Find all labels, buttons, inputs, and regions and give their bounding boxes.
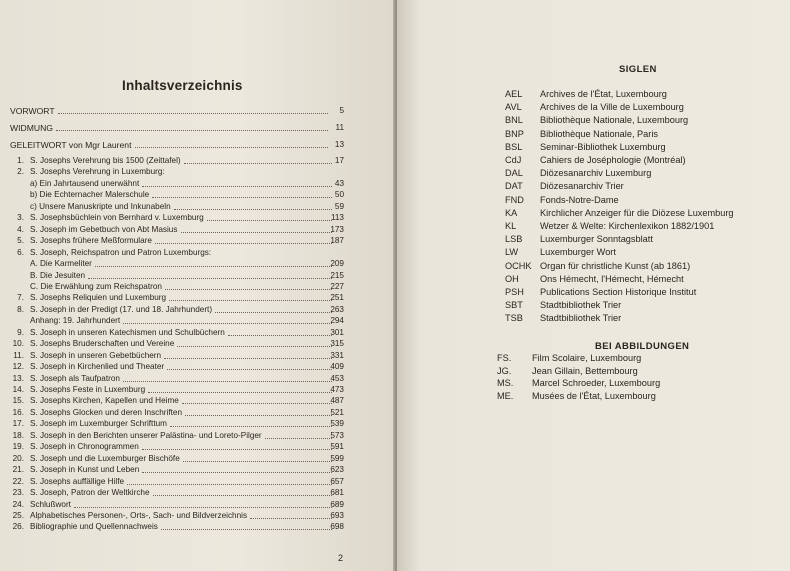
abbreviation-meaning: Ons Hémecht, l'Hémecht, Hémecht — [540, 273, 684, 284]
abbreviation: OCHK — [505, 260, 532, 271]
entry-page: 689 — [330, 499, 344, 509]
entry-number: 2. — [17, 167, 24, 177]
entry-page: 573 — [330, 430, 344, 440]
abbreviation: FND — [505, 194, 524, 205]
abbreviation-meaning: Archives de l'État, Luxembourg — [540, 89, 667, 99]
entry-page: 59 — [334, 201, 344, 211]
entry-text: A. Die Karmeliter — [30, 259, 92, 269]
dot-leader — [58, 106, 328, 114]
entry-text: S. Joseph und die Luxemburger Bischöfe — [30, 453, 180, 463]
entry-number: 13. — [12, 373, 24, 383]
abbreviation-meaning: Diözesanarchiv Luxemburg — [540, 168, 652, 179]
entry-number: 17. — [12, 419, 24, 429]
entry-page: 623 — [330, 465, 344, 475]
abbreviation-meaning: Archives de la Ville de Luxembourg — [540, 102, 684, 113]
dot-leader — [164, 351, 332, 359]
entry-page: 681 — [330, 488, 344, 498]
entry-number: 22. — [12, 476, 24, 486]
entry-number: 12. — [12, 362, 24, 372]
entry-number: 5. — [17, 236, 24, 246]
entry-text: S. Joseph im Gebetbuch von Abt Masius — [30, 224, 178, 234]
abbreviation-meaning: Bibliothèque Nationale, Luxembourg — [540, 115, 689, 126]
abbreviation: LSB — [505, 234, 523, 245]
entry-text: S. Josephs auffällige Hilfe — [30, 476, 125, 486]
entry-text: S. Joseph in den Berichten unserer Palästina- und Loreto-Pilger — [30, 430, 262, 440]
entry-page: 521 — [330, 407, 344, 417]
abbreviation-meaning: Luxemburger Wort — [540, 247, 616, 258]
entry-number: 10. — [12, 339, 24, 349]
entry-number: 23. — [12, 488, 24, 498]
contents-title: Inhaltsverzeichnis — [122, 78, 243, 93]
entry-text: S. Josephs frühere Meßformulare — [30, 236, 152, 246]
entry-number: 8. — [17, 304, 24, 314]
entry-text: S. Josephs Bruderschaften und Vereine — [30, 339, 175, 349]
abbreviation-meaning: Publications Section Historique Institut — [540, 287, 697, 297]
entry-text: S. Josephs Reliquien und Luxemburg — [30, 293, 167, 303]
entry-number: 24. — [12, 499, 24, 509]
entry-text: S. Josephsbüchlein von Bernhard v. Luxemburg — [30, 213, 204, 223]
dot-leader — [185, 408, 332, 416]
entry-text: Schlußwort — [30, 499, 71, 509]
entry-page: 13 — [334, 140, 344, 149]
entry-text: GELEITWORT von Mgr Laurent — [10, 140, 132, 150]
entry-text: Alphabetisches Personen-, Orts-, Sach- und Bildverzeichnis — [30, 510, 248, 520]
abbreviation: KL — [505, 221, 517, 231]
right-page — [397, 0, 790, 571]
entry-page: 473 — [330, 385, 344, 394]
illustrations-title: BEI ABBILDUNGEN — [595, 341, 690, 352]
abbreviation-meaning: Musées de l'État, Luxembourg — [532, 390, 656, 401]
entry-text: S. Josephs Kirchen, Kapellen und Heime — [30, 396, 179, 406]
entry-number: 18. — [12, 430, 24, 440]
entry-page: 251 — [330, 293, 344, 303]
abbreviation-meaning: Marcel Schroeder, Luxembourg — [532, 378, 661, 389]
abbreviation-meaning: Luxemburger Sonntagsblatt — [540, 234, 653, 245]
entry-page: 657 — [330, 476, 344, 486]
entry-page: 698 — [330, 522, 344, 532]
entry-text: S. Joseph in unseren Katechismen und Schulbüchern — [30, 327, 225, 337]
entry-number: 7. — [17, 293, 24, 303]
entry-text: S. Josephs Verehrung bis 1500 (Zeittafel) — [30, 156, 181, 165]
entry-page: 173 — [330, 224, 344, 234]
dot-leader — [207, 213, 332, 221]
entry-text: S. Joseph in Kunst und Leben — [30, 465, 140, 475]
entry-text: B. Die Jesuiten — [30, 270, 86, 280]
abbreviation: DAL — [505, 168, 523, 179]
abbreviation: LW — [505, 247, 519, 258]
entry-number: 9. — [17, 327, 24, 337]
entry-number: 21. — [12, 465, 24, 475]
entry-number: 25. — [12, 510, 24, 520]
entry-number: 6. — [17, 247, 24, 257]
entry-page: 693 — [330, 510, 344, 520]
dot-leader — [74, 500, 332, 508]
entry-page: 409 — [330, 362, 344, 372]
entry-text: S. Joseph, Reichspatron und Patron Luxemburgs: — [30, 247, 212, 257]
entry-number: 15. — [12, 396, 24, 406]
entry-number: 16. — [12, 407, 24, 417]
abbreviation-meaning: Organ für christliche Kunst (ab 1861) — [540, 260, 691, 271]
entry-text: a) Ein Jahrtausend unerwähnt — [30, 178, 140, 188]
abbreviation-meaning: Cahiers de Joséphologie (Montréal) — [540, 155, 686, 165]
entry-number: 1. — [17, 156, 24, 165]
dot-leader — [170, 419, 332, 427]
dot-leader — [153, 488, 332, 496]
entry-text: S. Joseph in Chronogrammen — [30, 442, 139, 452]
abbreviation-meaning: Fonds-Notre-Dame — [540, 194, 619, 205]
entry-text: c) Unsere Manuskripte und Inkunabeln — [30, 201, 171, 211]
dot-leader — [184, 156, 332, 164]
entry-page: 294 — [330, 316, 344, 326]
entry-page: 43 — [334, 178, 344, 188]
dot-leader — [95, 259, 332, 267]
entry-page: 591 — [330, 442, 344, 452]
entry-page: 301 — [330, 327, 344, 337]
entry-page: 5 — [339, 106, 344, 115]
entry-page: 227 — [330, 281, 344, 291]
entry-text: WIDMUNG — [10, 123, 53, 133]
entry-text: S. Joseph im Luxemburger Schrifttum — [30, 419, 167, 429]
abbreviation: BSL — [505, 141, 523, 152]
abbreviation: MS. — [497, 378, 514, 389]
abbreviation: KA — [505, 207, 518, 218]
abbreviation-meaning: Film Scolaire, Luxembourg — [532, 353, 642, 363]
entry-page: 453 — [330, 373, 344, 383]
abbreviation: BNP — [505, 128, 524, 139]
entry-text: S. Joseph in unseren Gebetbüchern — [30, 350, 162, 360]
entry-text: S. Joseph als Taufpatron — [30, 373, 120, 383]
abbreviation: AEL — [505, 89, 523, 99]
entry-text: S. Joseph in Kirchenlied und Theater — [30, 362, 165, 372]
entry-text: Anhang: 19. Jahrhundert — [30, 316, 121, 326]
abbreviation: OH — [505, 273, 519, 284]
abbreviation-meaning: Wetzer & Welte: Kirchenlexikon 1882/1901 — [540, 221, 715, 231]
entry-text: S. Josephs Glocken und deren Inschriften — [30, 407, 183, 417]
entry-page: 315 — [330, 339, 344, 349]
dot-leader — [127, 477, 332, 485]
dot-leader — [152, 190, 332, 198]
abbreviation-meaning: Bibliothèque Nationale, Paris — [540, 128, 658, 139]
abbreviation-meaning: Seminar-Bibliothek Luxemburg — [540, 141, 666, 152]
entry-number: 20. — [12, 453, 24, 463]
entry-page: 263 — [330, 304, 344, 314]
entry-page: 487 — [330, 396, 344, 406]
entry-text: C. Die Erwählung zum Reichspatron — [30, 281, 162, 291]
dot-leader — [135, 140, 328, 148]
entry-number: 26. — [12, 522, 24, 532]
entry-text: b) Die Echternacher Malerschule — [30, 190, 150, 200]
dot-leader — [56, 123, 328, 131]
abbreviation: JG. — [497, 365, 512, 376]
entry-page: 17 — [334, 156, 344, 165]
dot-leader — [182, 396, 332, 404]
dot-leader — [183, 454, 332, 462]
dot-leader — [155, 236, 332, 244]
dot-leader — [148, 385, 332, 393]
dot-leader — [177, 339, 332, 347]
entry-text: S. Joseph, Patron der Weltkirche — [30, 488, 150, 498]
abbreviation: AVL — [505, 102, 522, 113]
entry-number: 19. — [12, 442, 24, 452]
dot-leader — [142, 442, 332, 450]
abbreviation: DAT — [505, 181, 523, 192]
entry-number: 11. — [13, 350, 24, 360]
abbreviation: PSH — [505, 287, 524, 297]
dot-leader — [174, 202, 332, 210]
entry-page: 209 — [330, 259, 344, 269]
entry-number: 3. — [17, 213, 24, 223]
abbreviation-meaning: Diözesanarchiv Trier — [540, 181, 624, 192]
entry-text: VORWORT — [10, 106, 55, 116]
dot-leader — [88, 271, 332, 279]
abbreviation-meaning: Kirchlicher Anzeiger für die Diözese Luxemburg — [540, 207, 734, 218]
entry-page: 187 — [330, 236, 344, 246]
dot-leader — [123, 316, 332, 324]
entry-page: 599 — [330, 453, 344, 463]
entry-page: 113 — [330, 213, 344, 223]
abbreviation-meaning: Jean Gillain, Bettembourg — [532, 365, 638, 376]
dot-leader — [165, 282, 332, 290]
dot-leader — [169, 293, 332, 301]
dot-leader — [167, 362, 332, 370]
entry-page: 331 — [330, 350, 344, 360]
dot-leader — [142, 179, 332, 187]
page-number: 2 — [338, 553, 344, 563]
abbreviation: SBT — [505, 300, 523, 311]
dot-leader — [215, 305, 332, 313]
dot-leader — [161, 522, 332, 530]
entry-text: Bibliographie und Quellennachweis — [30, 522, 158, 532]
entry-text: S. Josephs Verehrung in Luxemburg: — [30, 167, 165, 177]
abbreviation-meaning: Stadtbibliothek Trier — [540, 300, 622, 311]
dot-leader — [181, 225, 332, 233]
abbreviation: CdJ — [505, 155, 522, 165]
abbreviation: ME. — [497, 390, 514, 401]
dot-leader — [142, 465, 332, 473]
entry-page: 11 — [335, 123, 344, 132]
entry-page: 50 — [334, 190, 344, 200]
entry-number: 14. — [12, 385, 24, 394]
abbreviation-meaning: Stadtbibliothek Trier — [540, 313, 622, 324]
entry-page: 539 — [330, 419, 344, 429]
abbreviation: BNL — [505, 115, 523, 126]
entry-number: 4. — [17, 224, 24, 234]
abbreviation: FS. — [497, 353, 512, 363]
sigla-title: SIGLEN — [619, 64, 657, 75]
dot-leader — [123, 374, 332, 382]
entry-text: S. Joseph in der Predigt (17. und 18. Jahrhundert) — [30, 304, 213, 314]
entry-page: 215 — [330, 270, 344, 280]
entry-text: S. Josephs Feste in Luxemburg — [30, 385, 146, 394]
abbreviation: TSB — [505, 313, 523, 324]
